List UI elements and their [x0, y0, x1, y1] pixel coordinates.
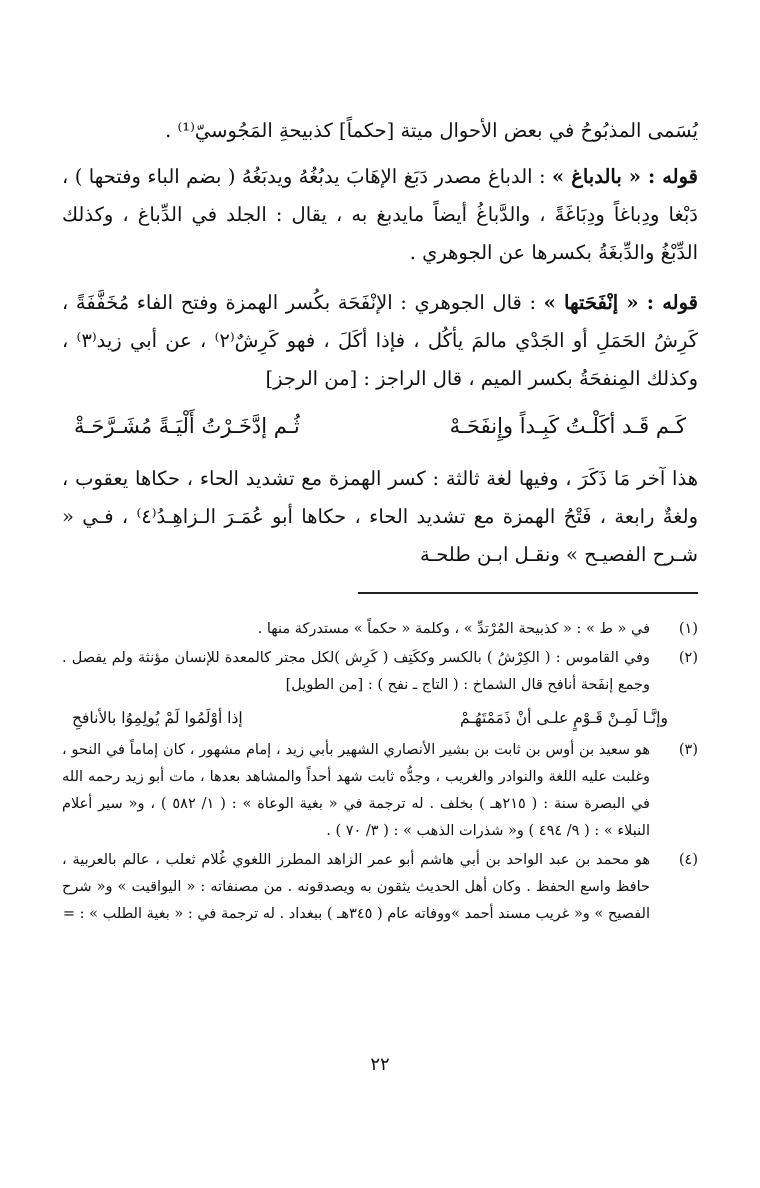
footnotes [62, 616, 698, 930]
footnote-number: (٢) [678, 650, 698, 666]
footnote-verse-first: وإنَّـا لَمِـنْ قَـوْمٍ علـى أنْ ذَمَمْتَهُـمْ [460, 709, 668, 727]
footnote-3 [62, 737, 698, 845]
paragraph-infaha [62, 284, 698, 398]
footnote-text: هو محمد بن عبد الواحد بن أبي هاشم أبو عمر الزاهد المطرز اللغوي غُلام ثعلب ، عالم بالعربية ، حافظ واسع الحفظ . وكان أهل الحديث يثقون به ويصدقونه . من مصنفاته : « اليواقيت » و« شرح الفصيح » و« غريب مسند أحمد »ووفاته عام ( ٣٤٥هـ ) ببغداد . له ترجمة في : « بغية الطلب » : = [62, 852, 650, 922]
footnote-text: هو سعيد بن أوس بن ثابت بن بشير الأنصاري الشهير بأبي زيد ، إمام مشهور ، كان إماماً في النحو ، وغلبت عليه اللغة والنوادر والغريب ، وجدُّه ثابت شهد أحداً والمشاهد بعدها ، مات أبو زيد رحمه الله في البصرة سنة : ( ٢١٥هـ ) بخلف . له ترجمة في « بغية الوعاة » : ( ١/ ٥٨٢ ) ، و« سير أعلام النبلاء » : ( ٩/ ٤٩٤ ) و« شذرات الذهب » : ( ٣/ ٧٠ ) . [62, 742, 650, 839]
rajaz-verse [62, 406, 698, 446]
footnote-2 [62, 645, 698, 699]
footnote-verse-second: إذا أوْلَمُوا لَمْ يُولِمِوُا بالأنافحِ [72, 709, 243, 727]
verse-first-hemistich: كَـم قَـد أكَلْـتُ كَبِـداً وإِنفَحَـهْ [449, 414, 686, 438]
verse-second-hemistich: ثُـم إدَّخَـرْتُ أَلْيَـةً مُشَـرَّحَـةْ [74, 414, 300, 438]
paragraph-dabbagh [62, 158, 698, 272]
main-text [62, 112, 698, 586]
paragraph-1: يُسَمى المذبُوحُ في بعض الأحوال ميتة [حكماً] كذبيحةِ المَجُوسيّ⁽¹⁾ . [165, 119, 698, 142]
dabbagh-explanation: : الدباغ مصدر دَبَغ الإهَابَ يدبُغُهُ ويدبَغُهُ ( بضم الباء وفتحها ) ، دَبْغا ودِباغاً ودِبَاغَةً ، والدَّباغُ أيضاً مايدبغ به ، يقال : الجلد في الدِّباغ ، وكذلك الدِّبْغُ والدِّبغَةُ بكسرها عن الجوهري . [62, 165, 698, 264]
footnote-text: وفي القاموس : ( الكِرْشُ ) بالكسر وككَتِف ( كَرِش )لكل مجتر كالمعدة للإنسان مؤنثة ولم يفصل . وجمع إنفَحة أنافح قال الشماخ : ( التاج ـ نفح ) : [من الطويل] [62, 650, 650, 693]
footnote-number: (٤) [678, 852, 698, 868]
term-dabbagh: قوله : « بالدباغ » [552, 165, 698, 188]
paragraph-4: هذا آخر مَا ذَكَرَ ، وفيها لغة ثالثة : كسر الهمزة مع تشديد الحاء ، حكاها يعقوب ، ولغةٌ رابعة ، فَتْحُ الهمزة مع تشديد الحاء ، حكاها أبو عُمَـرَ الـزاهِـدُ⁽٤⁾ ، فـي « شـرح الفصيـح » ونقـل ابـن طلحـة [62, 467, 698, 566]
footnote-4 [62, 847, 698, 928]
infaha-explanation: : قال الجوهري : الإنْفَحَة بكُسر الهمزة وفتح الفاء مُخَفَّفَةً ، كَرِشُ الحَمَلِ أو الجَدْي مالمَ يأكُل ، فإذا أكَلَ ، فهو كَرِشٌ⁽٢⁾ ، عن أبي زيد⁽٣⁾ ، وكذلك المِنفحَةُ بكسر الميم ، قال الراجز : [من الرجز] [62, 291, 698, 390]
page-number: ٢٢ [370, 1054, 390, 1075]
footnote-number: (٣) [678, 742, 698, 758]
term-infaha: قوله : « إنْفَحَتها » [543, 291, 698, 314]
footnote-1 [62, 616, 698, 643]
footnote-divider [358, 592, 698, 594]
footnote-number: (١) [678, 621, 698, 637]
footnote-text: في « ط » : « كذبيحة المُرْتدِّ » ، وكلمة « حكماً » مستدركة منها . [257, 621, 650, 637]
footnote-verse [62, 703, 698, 733]
